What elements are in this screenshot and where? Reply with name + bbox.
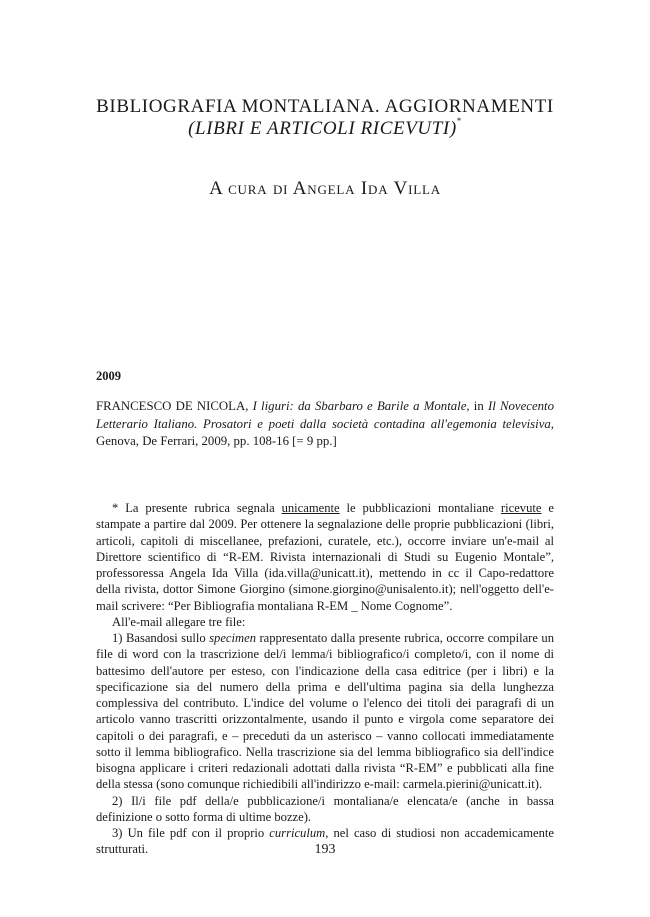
footnote-paragraph-3: [96, 630, 554, 793]
footnote-text: , nel caso di studiosi non accademicamente strutturati.: [96, 826, 555, 857]
footnote-paragraph-1: [96, 500, 554, 614]
footnote-underlined: ricevute: [500, 501, 542, 515]
footnote-text: le pubblicazioni montaliane: [339, 501, 501, 515]
footnote-italic: curriculum: [269, 826, 326, 840]
footnote-underlined: unicamente: [281, 501, 340, 515]
entry-details: , Genova, De Ferrari, 2009, pp. 108-16 [= 9 pp.]: [96, 416, 554, 448]
footnote-marker: *: [456, 116, 462, 126]
footnote-paragraph-2: All'e-mail allegare tre file:: [112, 614, 246, 629]
footnote-italic: specimen: [209, 631, 256, 645]
bibliography-entry: [96, 398, 554, 451]
entry-title: I liguri: da Sbarbaro e Barile a Montale: [252, 399, 467, 413]
footnote-text: * La presente rubrica segnala: [112, 501, 282, 515]
year-heading: 2009: [96, 369, 121, 383]
footnote-text: 3) Un file pdf con il proprio: [112, 826, 270, 840]
footnote-text: e stampate a partire dal 2009. Per ottenere la segnalazione delle proprie pubblicazioni (libri, articoli, capitoli di miscellanee, prefazioni, curatele, etc.), occorre inviare un'e-mail al Direttore scientifico di “R-EM. Rivista internazionali di Studi su Eugenio Montale”, professoressa Angela Ida Villa (ida.villa@unicatt.it), mettendo in cc il Capo-redattore della rivista, dottor Simone Giorgino (simone.giorgino@unisalento.it); nell'oggetto dell'e-mail scrivere: “Per Bibliografia montaliana R-EM _ Nome Cognome”.: [96, 501, 554, 613]
entry-volume: Il Novecento Letterario Italiano. Prosatori e poeti dalla società contadina all'egemonia televisiva: [96, 399, 554, 431]
footnote-text: rappresentato dalla presente rubrica, occorre compilare un file di word con la trascrizione del/i lemma/i bibliografico/i completo/i, con il nome di battesimo dell'autore per esteso, con l'indicazione della casa editrice (per i libri) e la specificazione sia del numero della prima e dell'ultima pagina sia della lunghezza complessiva del contributo. L'indice del volume o l'elenco dei titoli dei paragrafi di un articolo vanno trascritti orizzontalmente, usando il punto e virgola come separatore dei capitoli o dei paragrafi, e – preceduti da un asterisco – vanno collocati immediatamente sotto il lemma bibliografico. Nella trascrizione sia del lemma bibliografico sia dell'indice bisogna applicare i criteri redazionali adottati dalla rivista “R-EM” e pubblicati alla fine della stessa (sono comunque richiedibili all'indirizzo e-mail: carmela.pierini@unicatt.it).: [96, 631, 554, 792]
editor-credit: A cura di Angela Ida Villa: [209, 178, 441, 199]
entry-in: , in: [466, 399, 488, 413]
page-subtitle: [0, 118, 650, 140]
footnote-text: 1) Basandosi sullo: [112, 631, 210, 645]
page-number: 193: [314, 842, 336, 857]
entry-author: FRANCESCO DE NICOLA,: [96, 399, 253, 413]
footnote: [96, 500, 554, 858]
subtitle-text: (LIBRI E ARTICOLI RICEVUTI): [188, 118, 457, 139]
footnote-paragraph-4: 2) Il/i file pdf della/e pubblicazione/i montaliana/e elencata/e (anche in bassa definizione o sotto forma di ultime bozze).: [96, 793, 554, 824]
page-title: BIBLIOGRAFIA MONTALIANA. AGGIORNAMENTI: [96, 96, 554, 117]
